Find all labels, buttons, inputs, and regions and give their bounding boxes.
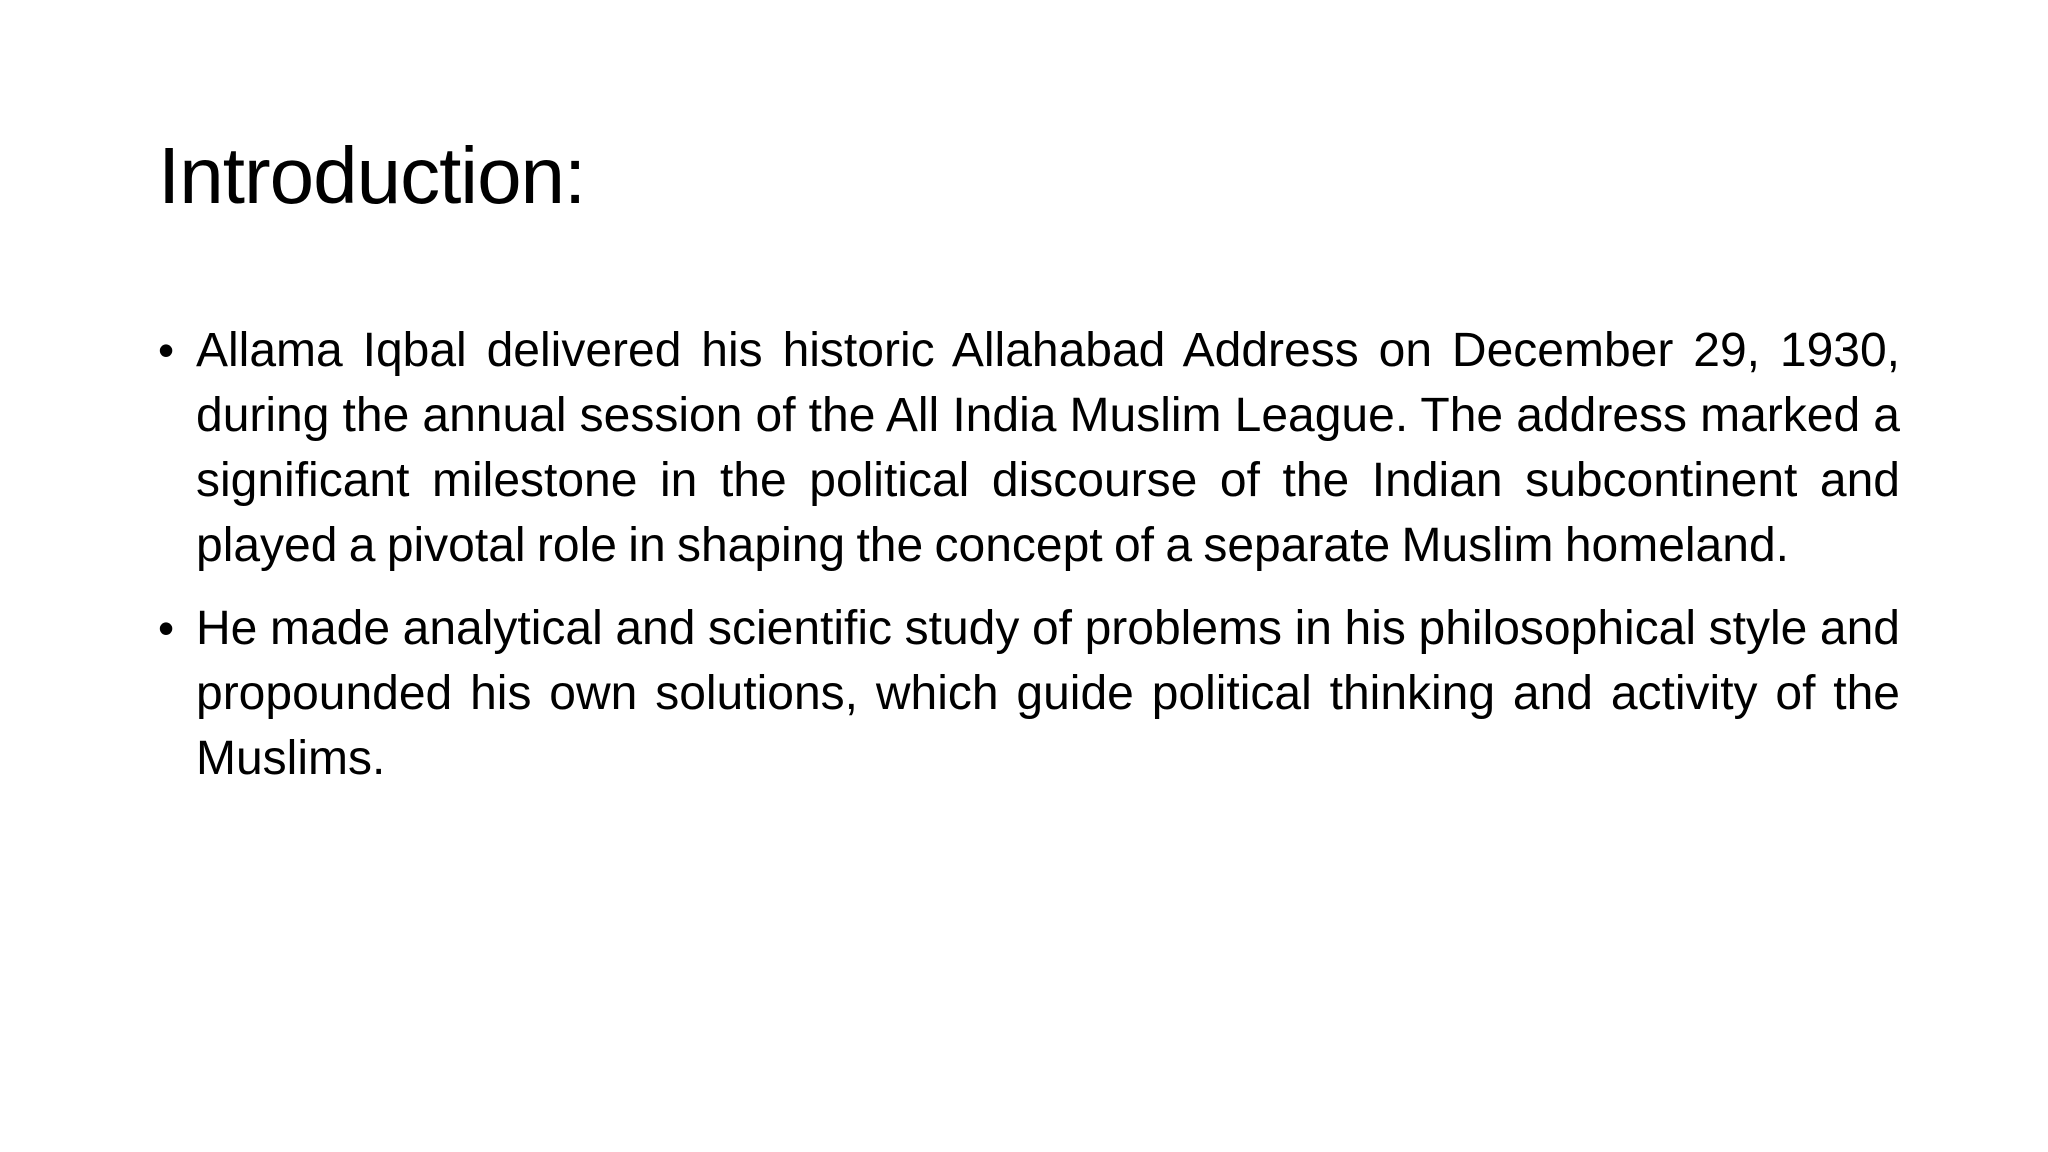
bullet-item-1 (158, 318, 1900, 578)
bullet-item-2 (158, 596, 1900, 791)
slide-title: Introduction: (158, 131, 586, 220)
bullet-text-allahabad-address: Allama Iqbal delivered his historic Allahabad Address on December 29, 1930, during the annual session of the All India Muslim League. The address marked a significant milestone in the political discourse of the Indian subcontinent and played a pivotal role in shaping the concept of a separate Muslim homeland. (196, 324, 1900, 572)
bullet-marker: • (158, 324, 175, 376)
bullet-text-analytical-study: He made analytical and scientific study of problems in his philosophical style and propounded his own solutions, which guide political thinking and activity of the Muslims. (196, 602, 1900, 785)
bullet-marker: • (158, 602, 175, 654)
bullet-list (158, 318, 1900, 809)
